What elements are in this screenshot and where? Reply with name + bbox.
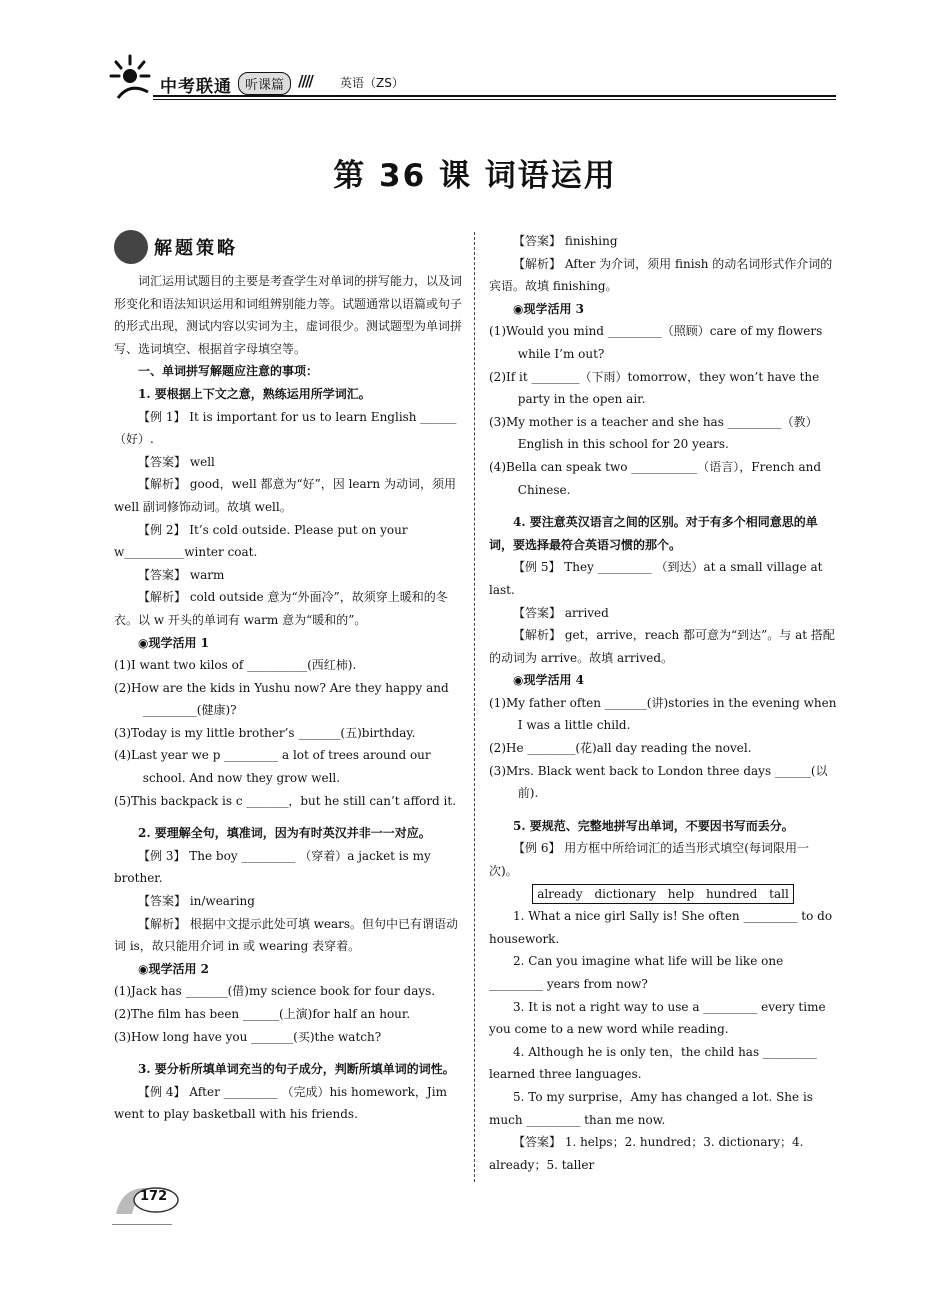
text-line: 【例 5】 They _________ （到达）at a small village at last. [489,560,823,597]
header-rule-thin [153,99,836,100]
text-line: 【例 3】 The boy _________ （穿着）a jacket is my brother. [114,848,431,886]
footer-rule [112,1224,172,1225]
text-line: (3)My mother is a teacher and she has _________（教）English in this school for 20 years. [489,414,818,452]
text-line: 【例 6】 用方框中所给词汇的适当形式填空(每词限用一次)。 [489,841,809,879]
text-line: 【答案】 1. helps；2. hundred；3. dictionary；4. already；5. taller [489,1135,804,1172]
strategy-heading [114,230,462,266]
text-line: (4)Last year we p _________ a lot of trees around our school. And now they grow well. [114,748,431,786]
text-line: ◉现学活用 4 [513,673,584,688]
text-line: (2)If it ________（下雨）tomorrow，they won’t have the party in the open air. [489,369,820,407]
text-line: 【解析】 cold outside 意为“外面冷”，故须穿上暖和的冬衣。以 w 开头的单词有 warm 意为“暖和的”。 [114,590,448,627]
page-number: 172 [140,1189,168,1204]
text-line: (1)Jack has _______(借)my science book for four days. [114,984,436,999]
right-column [489,230,837,1176]
word-box [489,883,837,906]
text-line: 【例 4】 After _________ （完成）his homework，Jim went to play basketball with his friends. [114,1084,447,1122]
text-line: 【解析】 good，well 都意为“好”，因 learn 为动词，须用 well 副词修饰动词。故填 well。 [114,477,456,514]
text-line: 1. What a nice girl Sally is! She often _________ to do housework. [489,909,833,946]
column-divider [474,232,475,1182]
text-line: 【解析】 get，arrive，reach 都可意为“到达”。与 at 搭配的动词为 arrive。故填 arrived。 [489,628,835,665]
text-line: (1)I want two kilos of __________(西红柿). [114,658,357,673]
text-line: (5)This backpack is c _______，but he still can’t afford it. [114,793,457,808]
text-line: 【例 2】 It’s cold outside. Please put on your w__________winter coat. [114,522,408,560]
text-line: 3. 要分析所填单词充当的句子成分，判断所填单词的词性。 [138,1062,455,1077]
section-tab: 听课篇 [238,72,291,95]
text-line: 3. It is not a right way to use a _________ every time you come to a new word while reading. [489,999,826,1037]
text-line: 【解析】 After 为介词，须用 finish 的动名词形式作介词的宾语。故填 finishing。 [489,256,833,294]
subject-label: 英语（ZS） [340,76,404,90]
text-line: 【答案】 in/wearing [138,894,255,909]
text-line: 【答案】 arrived [513,605,609,620]
text-line: (1)Would you mind _________（照顾）care of my flowers while I’m out? [489,324,823,361]
text-line: (1)My father often _______(讲)stories in the evening when I was a little child. [489,695,837,733]
text-line: (2)How are the kids in Yushu now? Are they happy and _________(健康)? [114,680,449,718]
text-line: 2. 要理解全句，填准词，因为有时英汉并非一一对应。 [138,826,431,841]
page-header [108,52,836,100]
strategy-label: 解题策略 [154,238,238,259]
text-line: ◉现学活用 1 [138,635,209,650]
text-line: 一、单词拼写解题应注意的事项： [138,364,319,379]
spacer [114,1048,462,1058]
text-line: (3)Mrs. Black went back to London three days ______(以前). [489,763,828,801]
text-line: (3)How long have you _______(买)the watch? [114,1029,382,1044]
text-line: 5. 要规范、完整地拼写出单词，不要因书写而丢分。 [513,818,794,833]
text-line: ◉现学活用 3 [513,301,584,316]
brand-name: 中考联通 [160,77,232,97]
text-line: 【解析】 根据中文提示此处可填 wears。但句中已有谓语动词 is，故只能用介词 in 或 wearing 表穿着。 [114,916,459,954]
slash-decoration-icon: //// [298,72,312,90]
text-line: (4)Bella can speak two ___________（语言），French and Chinese. [489,459,822,497]
text-line: (2)The film has been ______(上演)for half an hour. [114,1007,411,1021]
spacer [489,501,837,511]
spacer [489,805,837,815]
text-line: 【例 1】 It is important for us to learn English ______（好）. [114,409,457,447]
spacer [114,812,462,822]
header-rule [153,95,836,97]
lesson-title: 第 36 课 词语运用 [333,158,617,194]
text-line: 4. Although he is only ten，the child has _________ learned three languages. [489,1044,817,1082]
text-line: ◉现学活用 2 [138,961,209,976]
word-box-text: already dictionary help hundred tall [532,884,794,904]
text-line: 【答案】 finishing [513,234,618,248]
left-column [114,230,462,1126]
student-icon [114,230,148,264]
text-line: 【答案】 warm [138,567,225,582]
text-line: (3)Today is my little brother’s _______(五)birthday. [114,725,416,740]
text-line: 【答案】 well [138,454,215,469]
text-line: 2. Can you imagine what life will be like one _________ years from now? [489,954,784,991]
text-line: (2)He ________(花)all day reading the novel. [489,741,752,756]
text-line: 1. 要根据上下文之意，熟练运用所学词汇。 [138,386,371,401]
text-line: 词汇运用试题目的主要是考查学生对单词的拼写能力，以及词形变化和语法知识运用和词组辨别能力等。试题通常以语篇或句子的形式出现，测试内容以实词为主，虚词很少。测试题型为单词拼写、选词填空、根据首字母填空等。 [114,274,463,356]
text-line: 5. To my surprise，Amy has changed a lot. She is much _________ than me now. [489,1089,813,1127]
text-line: 4. 要注意英汉语言之间的区别。对于有多个相同意思的单词，要选择最符合英语习惯的那个。 [489,515,818,552]
sun-tree-logo-icon [108,52,158,100]
